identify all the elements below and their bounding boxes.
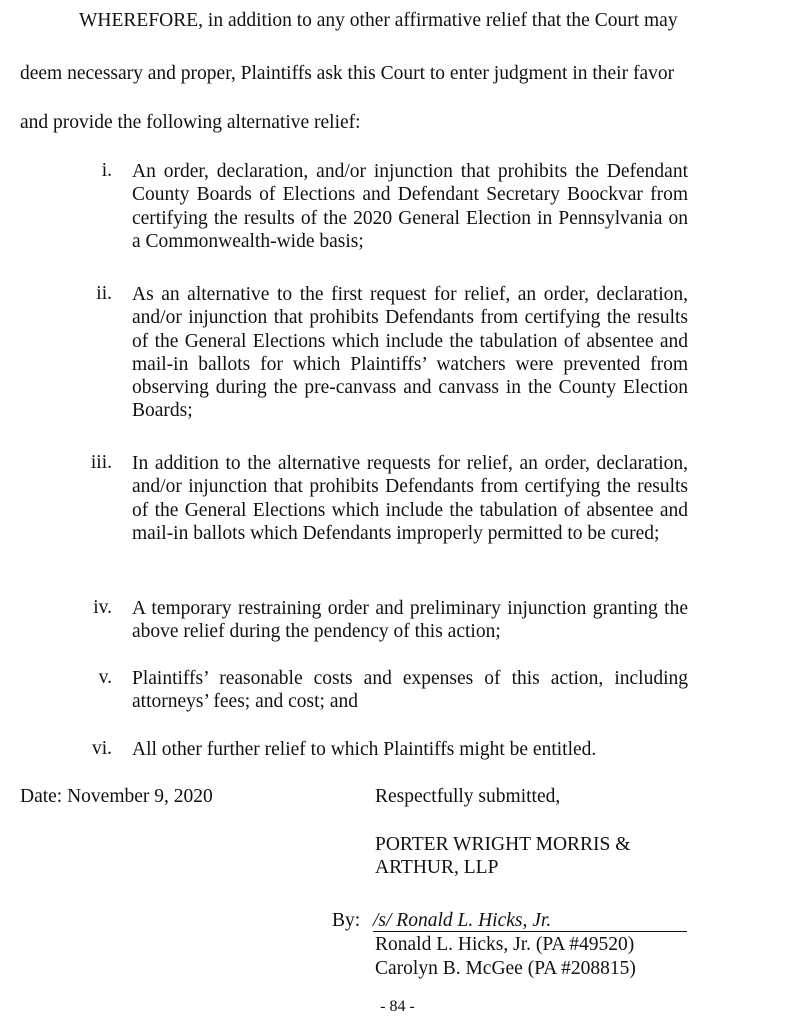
relief-text: As an alternative to the first request for relief, an order, declaration, and/or injunction that prohibits Defendants from certifying the results of the General Elections which include the tabulation of absentee and mail-in ballots for which Plaintiffs’ watchers were prevented from observing during the pre-canvass and canvass in the County Election Boards; bbox=[132, 284, 688, 422]
relief-text: A temporary restraining order and preliminary injunction granting the above relief during the pendency of this action; bbox=[132, 598, 688, 643]
firm-name-line-1: PORTER WRIGHT MORRIS & bbox=[375, 834, 631, 855]
relief-numeral: i. bbox=[101, 160, 112, 181]
signature-line bbox=[373, 910, 687, 932]
relief-numeral: ii. bbox=[96, 283, 112, 304]
relief-text: Plaintiffs’ reasonable costs and expenses of this action, including attorneys’ fees; and cost; and bbox=[132, 668, 688, 713]
date-line: Date: November 9, 2020 bbox=[20, 786, 213, 807]
attorney-1: Ronald L. Hicks, Jr. (PA #49520) bbox=[375, 934, 635, 955]
intro-line-2: deem necessary and proper, Plaintiffs ask this Court to enter judgment in their favor bbox=[20, 63, 675, 84]
by-label: By: bbox=[332, 910, 361, 931]
relief-text: In addition to the alternative requests for relief, an order, declaration, and/or injunction that prohibits Defendants from certifying the results of the General Elections which include the tabulation of absentee and mail-in ballots which Defendants improperly permitted to be cured; bbox=[132, 453, 688, 544]
attorney-2: Carolyn B. McGee (PA #208815) bbox=[375, 958, 636, 979]
page-number: - 84 - bbox=[380, 998, 415, 1015]
intro-line-1: WHEREFORE, in addition to any other affirmative relief that the Court may bbox=[79, 10, 678, 31]
relief-numeral: v. bbox=[98, 667, 112, 688]
firm-name-line-2: ARTHUR, LLP bbox=[375, 857, 499, 878]
closing: Respectfully submitted, bbox=[375, 786, 561, 807]
relief-text: All other further relief to which Plaintiffs might be entitled. bbox=[132, 739, 597, 760]
electronic-signature: /s/ Ronald L. Hicks, Jr. bbox=[373, 911, 687, 932]
relief-numeral: vi. bbox=[91, 738, 112, 759]
relief-text: An order, declaration, and/or injunction that prohibits the Defendant County Boards of Elections and Defendant Secretary Boockvar from certifying the results of the 2020 General Election in Pennsylvania on a Commonwealth-wide basis; bbox=[132, 161, 688, 252]
relief-numeral: iii. bbox=[90, 452, 112, 473]
intro-line-3: and provide the following alternative relief: bbox=[20, 112, 361, 133]
relief-numeral: iv. bbox=[93, 597, 112, 618]
